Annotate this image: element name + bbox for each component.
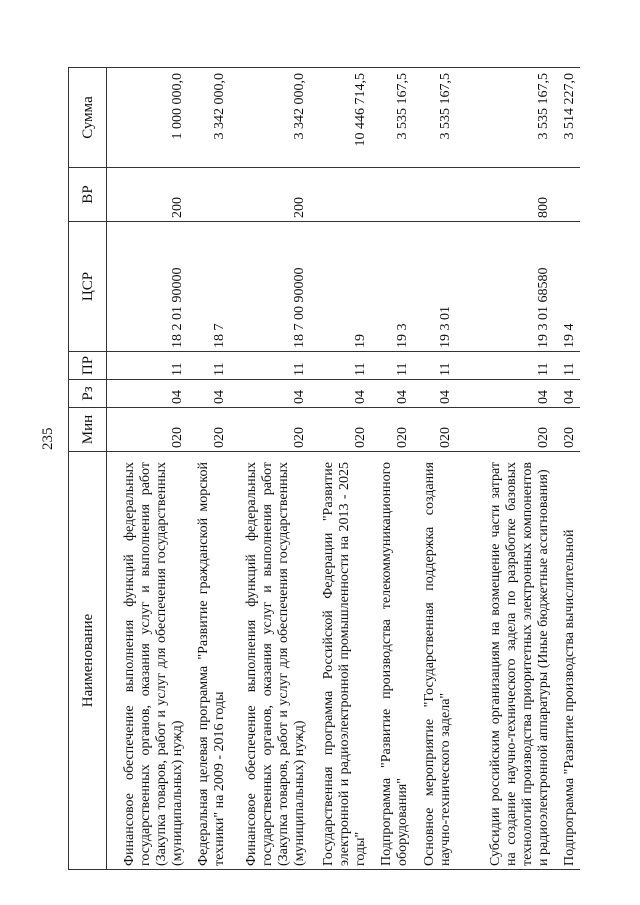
table-row [310,68,371,870]
cell-pr: 11 [188,352,231,380]
cell-name: Финансовое обеспечение выполнения функций федеральных государственных органов, оказания услуг и выполнения работ (Закупка товаров, работ и услуг для обеспечения государственных (муниципальных) нужд) [107,452,188,870]
cell-name: Основное мероприятие "Государственная поддержка создания научно-технического задела" [413,452,456,870]
cell-min: 020 [371,408,414,452]
cell-rz: 04 [188,380,231,408]
header-pr: ПР [69,352,107,380]
cell-csr: 19 3 01 68580 [456,222,554,352]
cell-vr: 800 [456,168,554,222]
cell-csr: 19 4 [554,222,580,352]
cell-rz: 04 [456,380,554,408]
cell-csr: 18 7 [188,222,231,352]
cell-name: Подпрограмма "Развитие производства телекоммуникационного оборудования" [371,452,414,870]
cell-pr: 11 [310,352,371,380]
table-row [456,68,554,870]
header-rz: Рз [69,380,107,408]
header-vr: ВР [69,168,107,222]
cell-vr [413,168,456,222]
cell-sum: 3 342 000,0 [188,68,231,168]
cell-min: 020 [310,408,371,452]
cell-pr: 11 [413,352,456,380]
table-row [107,68,188,870]
header-min: Мин [69,408,107,452]
cell-min: 020 [554,408,580,452]
cell-vr [371,168,414,222]
cell-pr: 11 [230,352,309,380]
header-csr: ЦСР [69,222,107,352]
cell-name: Федеральная целевая программа "Развитие гражданской морской техники" на 2009 - 2016 годы [188,452,231,870]
cell-sum: 3 535 167,5 [413,68,456,168]
cell-csr: 19 3 01 [413,222,456,352]
cell-pr: 11 [107,352,188,380]
cell-rz: 04 [230,380,309,408]
cell-pr: 11 [554,352,580,380]
cell-min: 020 [188,408,231,452]
cell-name: Финансовое обеспечение выполнения функций федеральных государственных органов, оказания услуг и выполнения работ (Закупка товаров, работ и услуг для обеспечения государственных (муниципальных) нужд) [230,452,309,870]
cell-vr: 200 [107,168,188,222]
page-number: 235 [40,427,56,450]
cell-csr: 19 [310,222,371,352]
cell-min: 020 [230,408,309,452]
cell-csr: 18 7 00 90000 [230,222,309,352]
cell-sum: 10 446 714,5 [310,68,371,168]
cell-rz: 04 [107,380,188,408]
cell-name: Государственная программа Российской Федерации "Развитие электронной и радиоэлектронной промышленности на 2013 - 2025 годы" [310,452,371,870]
cell-rz: 04 [310,380,371,408]
cell-sum: 1 000 000,0 [107,68,188,168]
table-row [188,68,231,870]
cell-sum: 3 535 167,5 [371,68,414,168]
cell-csr: 18 2 01 90000 [107,222,188,352]
cell-rz: 04 [413,380,456,408]
cell-vr [188,168,231,222]
cell-rz: 04 [371,380,414,408]
budget-table [68,67,580,870]
cell-name: Подпрограмма "Развитие производства вычислительной [554,452,580,870]
cell-csr: 19 3 [371,222,414,352]
table-row [230,68,309,870]
table-row [413,68,456,870]
cell-pr: 11 [371,352,414,380]
cell-vr [554,168,580,222]
cell-vr [310,168,371,222]
header-sum: Сумма [69,68,107,168]
cell-pr: 11 [456,352,554,380]
cell-name: Субсидии российским организациям на возмещение части затрат на создание научно-технического задела по разработке базовых технологий производства приоритетных электронных компонентов и радиоэлектронной аппаратуры (Иные бюджетные ассигнования) [456,452,554,870]
table-row [371,68,414,870]
cell-rz: 04 [554,380,580,408]
cell-sum: 3 514 227,0 [554,68,580,168]
cell-min: 020 [456,408,554,452]
table-row [554,68,580,870]
cell-vr: 200 [230,168,309,222]
rotated-page-content [68,68,580,870]
cell-min: 020 [107,408,188,452]
table-body [107,68,581,870]
cell-sum: 3 342 000,0 [230,68,309,168]
cell-sum: 3 535 167,5 [456,68,554,168]
header-name: Наименование [69,452,107,870]
table-header [69,68,107,870]
cell-min: 020 [413,408,456,452]
